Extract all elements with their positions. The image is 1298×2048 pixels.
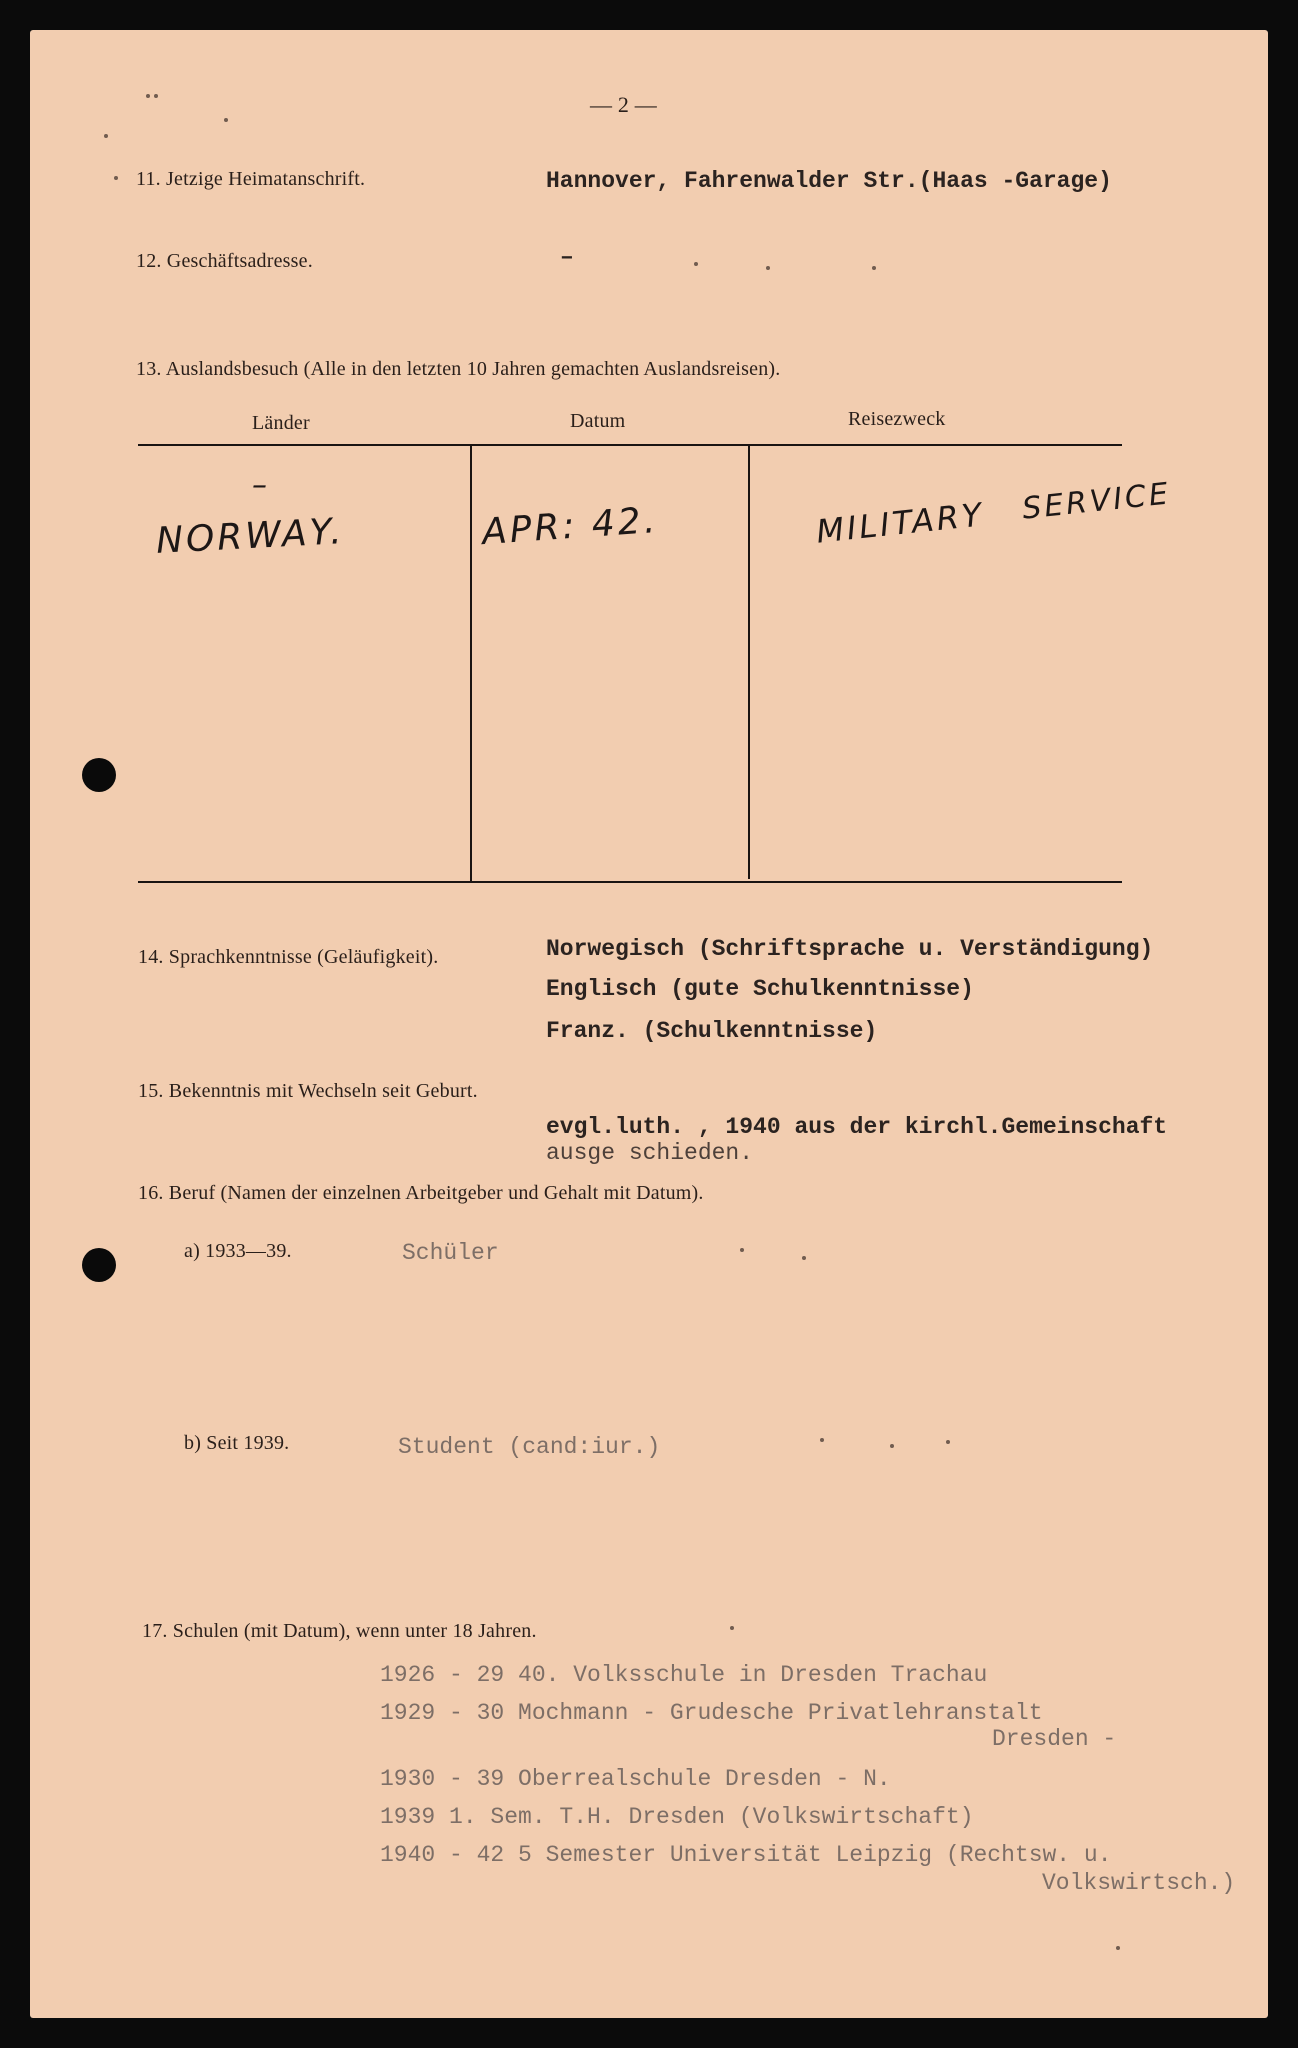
item16-a-value: Schüler [402, 1240, 499, 1266]
country-dash: – [252, 468, 270, 503]
page-number: — 2 — [590, 92, 657, 117]
religion-line-1: evgl.luth. , 1940 aus der kirchl.Gemeinschaft [546, 1114, 1168, 1140]
item14-label: 14. Sprachkenntnisse (Geläufigkeit). [138, 946, 439, 968]
item11-label: 11. Jetzige Heimatanschrift. [136, 168, 366, 190]
language-line-1: Norwegisch (Schriftsprache u. Verständigung) [546, 936, 1154, 962]
item12-value: – [560, 244, 574, 270]
school-line-2-cont: Dresden - [992, 1726, 1117, 1752]
item12-label: 12. Geschäftsadresse. [136, 250, 313, 272]
item16-label: 16. Beruf (Namen der einzelnen Arbeitgeber und Gehalt mit Datum). [138, 1182, 704, 1204]
item16-b-label: b) Seit 1939. [184, 1432, 290, 1454]
speck [730, 1626, 734, 1630]
speck [1116, 1946, 1120, 1950]
speck [146, 94, 150, 98]
school-line-5-cont: Volkswirtsch.) [1042, 1870, 1236, 1896]
purpose-service: SERVICE [1020, 476, 1173, 527]
school-line-5: 1940 - 42 5 Semester Universität Leipzig (Rechtsw. u. [380, 1842, 1112, 1868]
speck [694, 262, 698, 266]
item16-a-label: a) 1933—39. [184, 1240, 292, 1262]
item13-label: 13. Auslandsbesuch (Alle in den letzten 10 Jahren gemachten Auslandsreisen). [136, 358, 781, 380]
punch-hole-top [82, 758, 116, 792]
document-page [30, 30, 1268, 2018]
item16-b-value: Student (cand:iur.) [398, 1434, 661, 1460]
item11-value: Hannover, Fahrenwalder Str.(Haas -Garage) [546, 168, 1112, 194]
school-line-4: 1939 1. Sem. T.H. Dresden (Volkswirtschaft) [380, 1804, 974, 1830]
speck [740, 1248, 744, 1252]
speck [872, 266, 876, 270]
item15-label: 15. Bekenntnis mit Wechseln seit Geburt. [138, 1080, 478, 1102]
item17-label: 17. Schulen (mit Datum), wenn unter 18 Jahren. [142, 1620, 537, 1642]
language-line-3: Franz. (Schulkenntnisse) [546, 1018, 878, 1044]
speck [154, 94, 158, 98]
speck [224, 118, 228, 122]
col-header-laender: Länder [252, 412, 310, 434]
speck [766, 266, 770, 270]
date-apr-42: APR: 42. [480, 499, 660, 554]
language-line-2: Englisch (gute Schulkenntnisse) [546, 976, 974, 1002]
speck [802, 1256, 806, 1260]
table-bottom-rule [138, 881, 1122, 883]
school-line-1: 1926 - 29 40. Volksschule in Dresden Trachau [380, 1662, 988, 1688]
punch-hole-bottom [82, 1248, 116, 1282]
country-norway: NORWAY. [155, 511, 346, 562]
school-line-3: 1930 - 39 Oberrealschule Dresden - N. [380, 1766, 891, 1792]
speck [104, 134, 108, 138]
speck [114, 176, 118, 180]
religion-line-2: ausge schieden. [546, 1140, 754, 1166]
school-line-2: 1929 - 30 Mochmann - Grudesche Privatlehranstalt [380, 1700, 1043, 1726]
speck [820, 1438, 824, 1442]
table-top-rule [138, 444, 1122, 446]
col-header-datum: Datum [570, 410, 626, 432]
purpose-military: MILITARY [814, 495, 987, 551]
speck [890, 1444, 894, 1448]
col-header-reisezweck: Reisezweck [848, 408, 946, 430]
table-column-divider-1 [470, 445, 472, 881]
speck [946, 1440, 950, 1444]
table-column-divider-2 [748, 445, 750, 879]
